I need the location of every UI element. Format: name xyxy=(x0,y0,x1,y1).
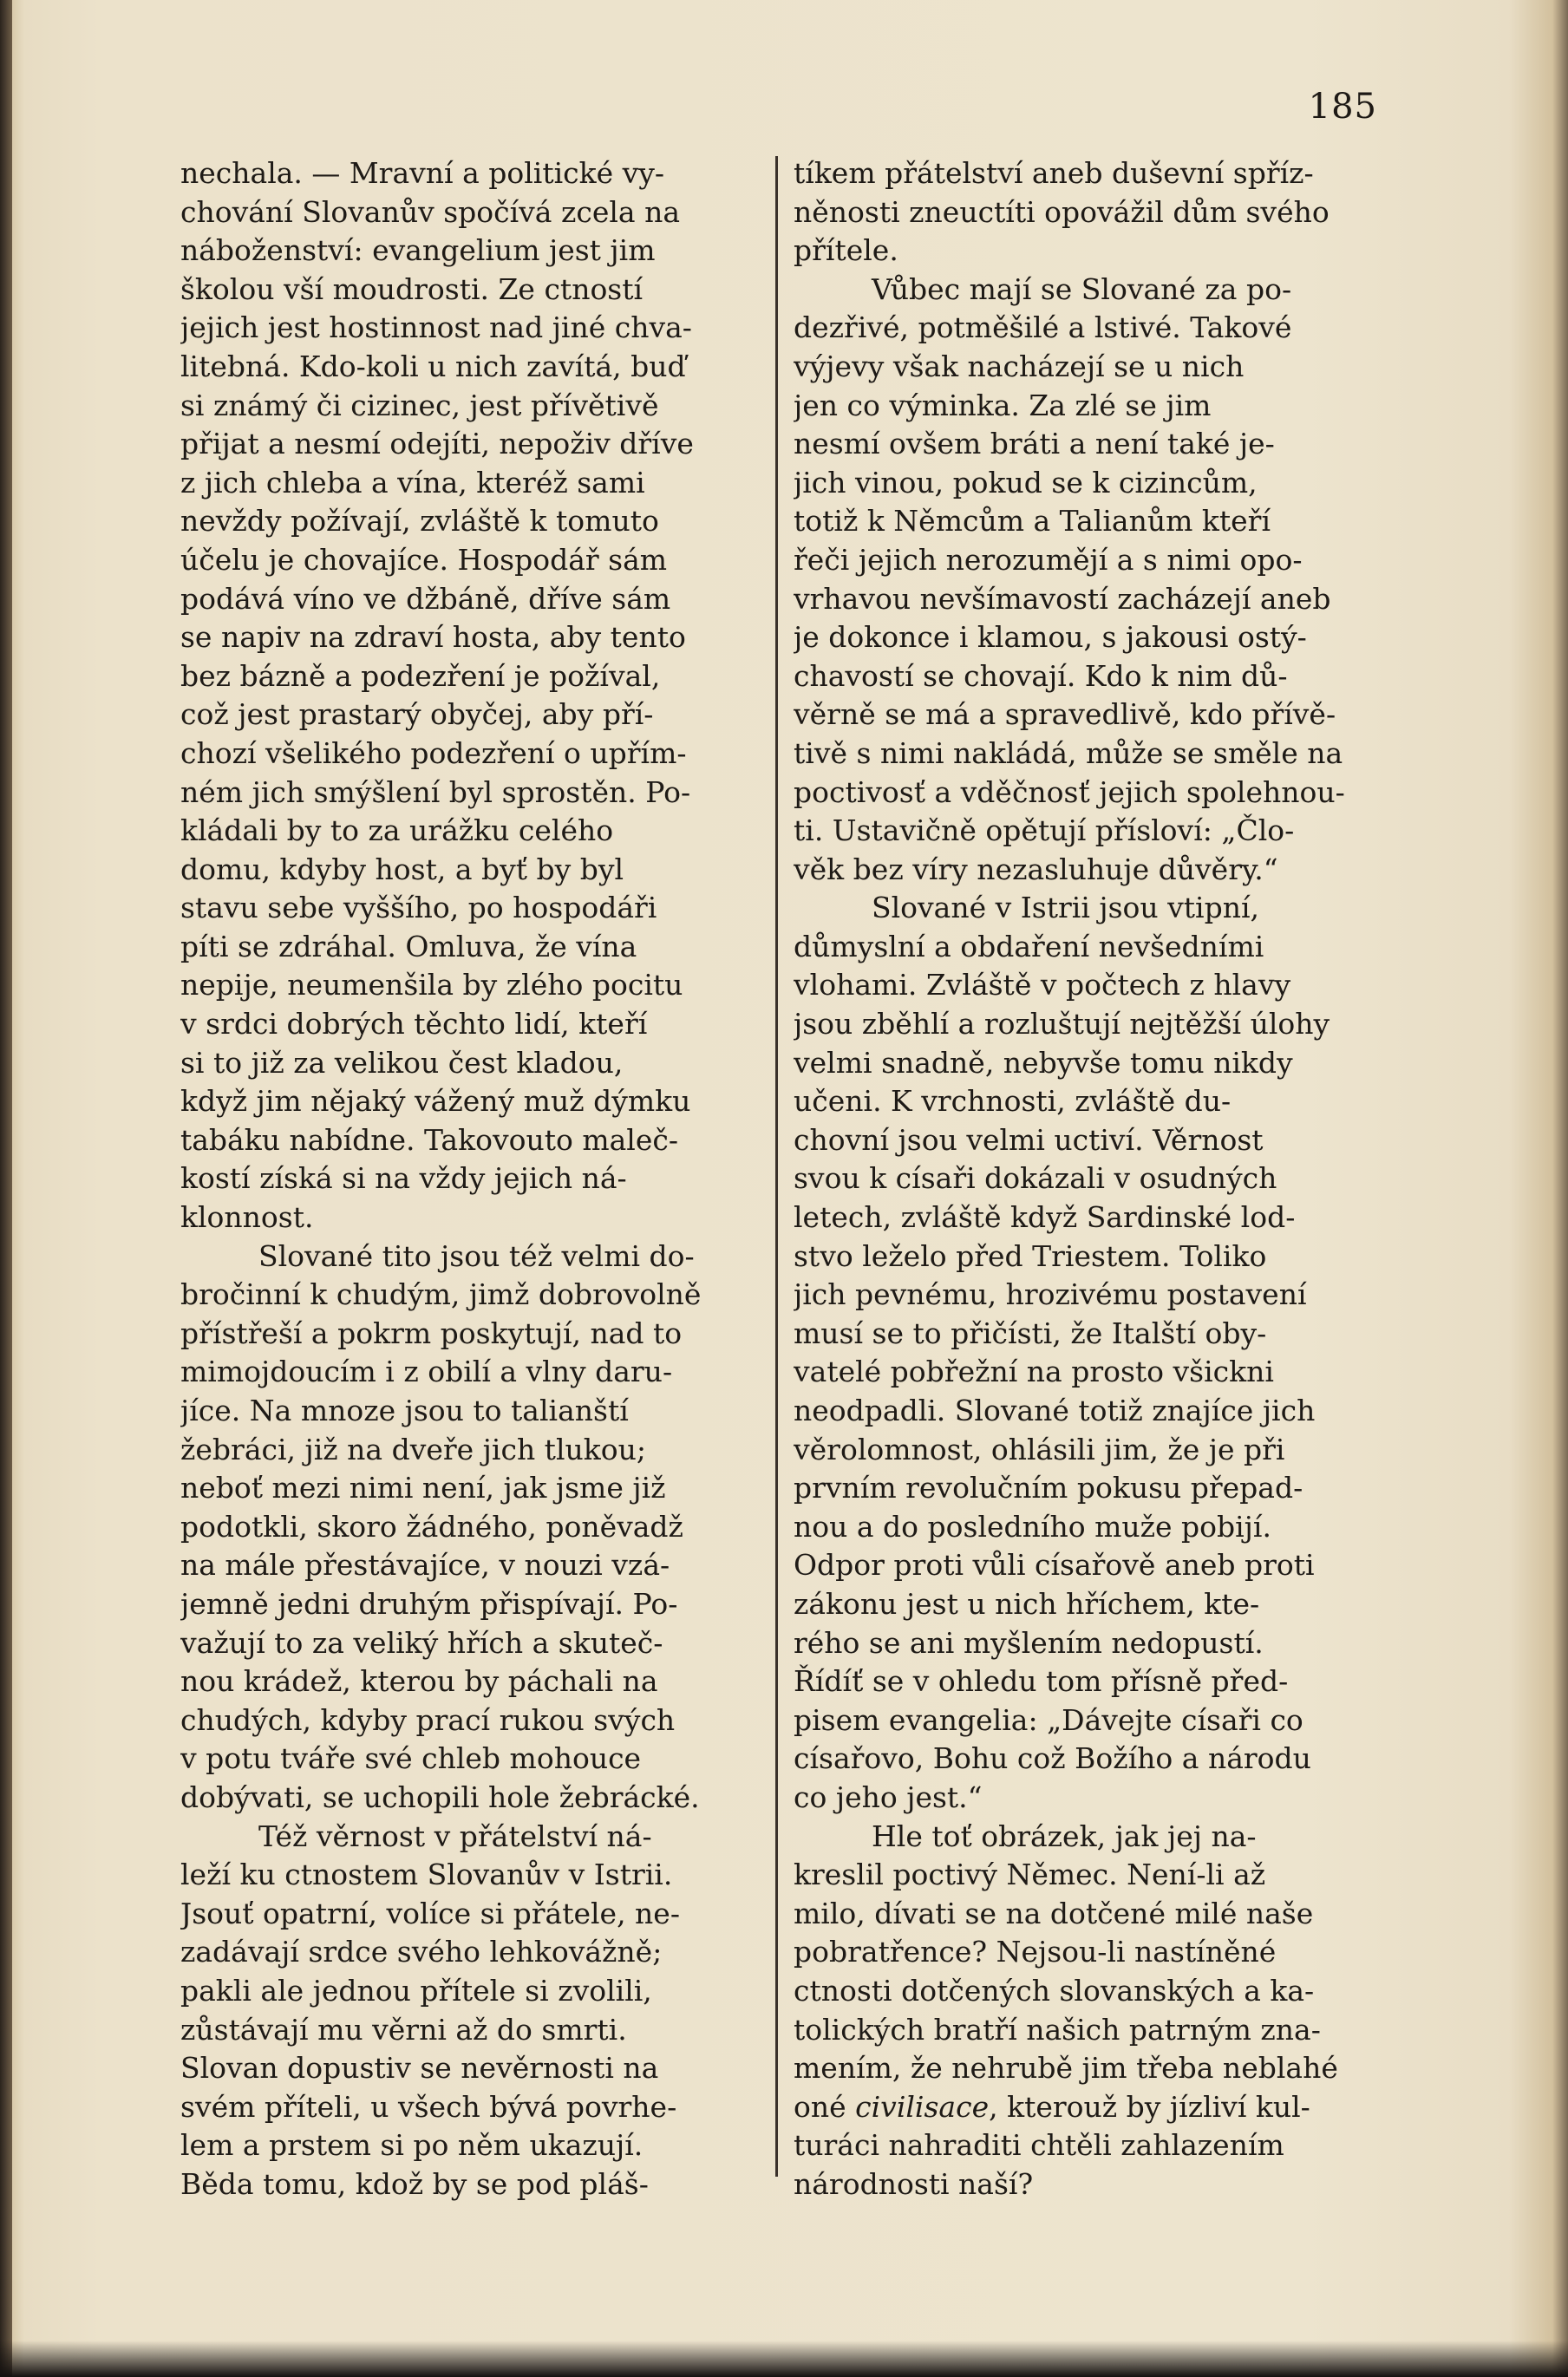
text-line: Slovan dopustiv se nevěrnosti na xyxy=(180,2051,659,2086)
text-line: neodpadli. Slované totiž znajíce jich xyxy=(794,1394,1316,1427)
text-line: přístřeší a pokrm poskytují, nad to xyxy=(180,1316,683,1350)
paragraph-start-line: Slované tito jsou též velmi do- xyxy=(258,1238,695,1273)
text-line: řeči jejich nerozumějí a s nimi opo- xyxy=(794,542,1303,577)
text-line: nechala. — Mravní a politické vy- xyxy=(180,156,665,190)
text-line: totiž k Němcům a Talianům kteří xyxy=(794,504,1271,539)
left-column xyxy=(180,154,779,2204)
text-line: přijat a nesmí odejíti, nepoživ dříve xyxy=(180,427,694,461)
text-line: tolických bratří našich patrným zna- xyxy=(794,2012,1321,2047)
text-line: poctivosť a vděčnosť jejich spolehnou- xyxy=(794,774,1345,809)
text-line: tabáku nabídne. Takovouto maleč- xyxy=(180,1122,679,1157)
text-line: pobratřence? Nejsou-li nastíněné xyxy=(794,1935,1277,1969)
text-line: tivě s nimi nakládá, může se směle na xyxy=(794,735,1343,770)
text-line: litebná. Kdo-koli u nich zavítá, buď xyxy=(180,349,686,383)
text-line: co jeho jest.“ xyxy=(794,1779,983,1814)
text-line: Jsouť opatrní, volíce si přátele, ne- xyxy=(180,1896,680,1930)
text-line: jich pevnému, hrozivému postavení xyxy=(794,1277,1307,1312)
text-line: stvo leželo před Triestem. Toliko xyxy=(794,1238,1267,1273)
text-line: pakli ale jednou přítele si zvolili, xyxy=(180,1973,652,2008)
text-line: podotkli, skoro žádného, poněvadž xyxy=(180,1509,683,1544)
text-line: prvním revolučním pokusu přepad- xyxy=(794,1471,1303,1505)
text-line: dobývati, se uchopili hole žebrácké. xyxy=(180,1779,700,1814)
text-line: musí se to přičísti, že Italští oby- xyxy=(794,1316,1267,1350)
text-line: neboť mezi nimi není, jak jsme již xyxy=(180,1471,666,1505)
text-line: vlohami. Zvláště v počtech z hlavy xyxy=(794,968,1291,1002)
text-line: si známý či cizinec, jest přívětivě xyxy=(180,388,659,422)
text-line: leží ku ctnostem Slovanův v Istrii. xyxy=(180,1858,673,1892)
text-line: ném jich smýšlení byl sprostěn. Po- xyxy=(180,774,691,809)
text-line: letech, zvláště když Sardinské lod- xyxy=(794,1200,1296,1235)
text-line: na mále přestávajíce, v nouzi vzá- xyxy=(180,1548,670,1583)
text-line: nou a do posledního muže pobijí. xyxy=(794,1509,1271,1544)
text-line: věrolomnost, ohlásili jim, že je při xyxy=(794,1432,1285,1466)
text-line: národnosti naší? xyxy=(794,2166,1034,2201)
text-line: svou k císaři dokázali v osudných xyxy=(794,1161,1277,1196)
text-line: vrhavou nevšímavostí zacházejí aneb xyxy=(794,581,1331,616)
text-line: nevždy požívají, zvláště k tomuto xyxy=(180,504,659,539)
text-line: se napiv na zdraví hosta, aby tento xyxy=(180,620,686,655)
right-column xyxy=(794,154,1392,2204)
text-line: v srdci dobrých těchto lidí, kteří xyxy=(180,1007,648,1042)
text-line: žebráci, již na dveře jich tlukou; xyxy=(180,1432,646,1466)
paragraph-start-line: Hle toť obrázek, jak jej na- xyxy=(872,1819,1257,1853)
text-line: zadávají srdce svého lehkovážně; xyxy=(180,1935,663,1969)
text-line: nepije, neumenšila by zlého pocitu xyxy=(180,968,683,1002)
text-line: rého se ani myšlením nedopustí. xyxy=(794,1625,1264,1660)
text-line: jíce. Na mnoze jsou to talianští xyxy=(180,1394,629,1427)
text-line: důmyslní a obdaření nevšedními xyxy=(794,929,1264,963)
text-line: v potu tváře své chleb mohouce xyxy=(180,1741,642,1776)
text-line: turáci nahraditi chtěli zahlazením xyxy=(794,2128,1284,2163)
text-line: kostí získá si na vždy jejich ná- xyxy=(180,1161,627,1196)
text-line: tíkem přátelství aneb duševní spříz- xyxy=(794,156,1314,190)
text-line: zůstávají mu věrni až do smrti. xyxy=(180,2012,627,2047)
text-line: věrně se má a spravedlivě, kdo přívě- xyxy=(794,697,1336,732)
text-line: učeni. K vrchnosti, zvláště du- xyxy=(794,1084,1232,1119)
text-line: klonnost. xyxy=(180,1200,314,1235)
text-line: věk bez víry nezasluhuje důvěry.“ xyxy=(794,852,1278,886)
text-line: jen co výminka. Za zlé se jim xyxy=(794,388,1212,422)
text-line: ctnosti dotčených slovanských a ka- xyxy=(794,1973,1315,2008)
text-line-mixed xyxy=(794,2088,1392,2127)
text-line: velmi snadně, nebyvše tomu nikdy xyxy=(794,1045,1293,1080)
text-line: nou krádež, kterou by páchali na xyxy=(180,1664,658,1699)
text-line: važují to za veliký hřích a skuteč- xyxy=(180,1625,663,1660)
text-line: chovní jsou velmi uctiví. Věrnost xyxy=(794,1122,1264,1157)
text-line: vatelé pobřežní na prosto všickni xyxy=(794,1355,1274,1389)
text-line: jemně jedni druhým přispívají. Po- xyxy=(180,1586,678,1621)
text-line: kládali by to za urážku celého xyxy=(180,813,614,848)
text-line: bročinní k chudým, jimž dobrovolně xyxy=(180,1277,702,1312)
text-line: Odpor proti vůli císařově aneb proti xyxy=(794,1548,1315,1583)
text-line: školou vší moudrosti. Ze ctností xyxy=(180,271,644,306)
text-line: lem a prstem si po něm ukazují. xyxy=(180,2128,644,2163)
text-line: Řídíť se v ohledu tom přísně před- xyxy=(794,1664,1289,1699)
text-line: chudých, kdyby prací rukou svých xyxy=(180,1702,676,1737)
text-line: nesmí ovšem bráti a není také je- xyxy=(794,427,1275,461)
text-line: chování Slovanův spočívá zcela na xyxy=(180,194,681,229)
paragraph-start-line: Též věrnost v přátelství ná- xyxy=(258,1819,652,1853)
text-line: výjevy však nacházejí se u nich xyxy=(794,349,1245,383)
italic-word: civilisace xyxy=(855,2089,990,2124)
text-segment: oné xyxy=(794,2089,856,2124)
text-line: císařovo, Bohu což Božího a národu xyxy=(794,1741,1311,1776)
text-line: bez bázně a podezření je požíval, xyxy=(180,658,661,693)
text-line: jsou zběhlí a rozluštují nejtěžší úlohy xyxy=(794,1007,1330,1042)
text-line: si to již za velikou čest kladou, xyxy=(180,1045,624,1080)
text-line: něnosti zneuctíti opovážil dům svého xyxy=(794,194,1330,229)
page-number: 185 xyxy=(1308,87,1377,127)
text-line: ti. Ustavičně opětují přísloví: „Člo- xyxy=(794,813,1295,848)
text-segment: , kterouž by jízliví kul- xyxy=(989,2089,1310,2124)
text-line: stavu sebe vyššího, po hospodáři xyxy=(180,891,657,925)
paragraph-start-line: Slované v Istrii jsou vtipní, xyxy=(872,891,1260,925)
text-line: jich vinou, pokud se k cizincům, xyxy=(794,465,1258,500)
text-line: Běda tomu, kdož by se pod pláš- xyxy=(180,2166,649,2201)
text-line: píti se zdráhal. Omluva, že vína xyxy=(180,929,637,963)
paragraph-start-line: Vůbec mají se Slované za po- xyxy=(872,271,1292,306)
text-line: z jich chleba a vína, kteréž sami xyxy=(180,465,645,500)
text-line: pisem evangelia: „Dávejte císaři co xyxy=(794,1702,1303,1737)
text-line: když jim nějaký vážený muž dýmku xyxy=(180,1084,691,1119)
text-line: jejich jest hostinnost nad jiné chva- xyxy=(180,310,692,345)
text-line: chozí všelikého podezření o upřím- xyxy=(180,735,687,770)
text-line: je dokonce i klamou, s jakousi ostý- xyxy=(794,620,1307,655)
text-line: zákonu jest u nich hříchem, kte- xyxy=(794,1586,1260,1621)
text-line: milo, dívati se na dotčené milé naše xyxy=(794,1896,1314,1930)
text-line: kreslil poctivý Němec. Není-li až xyxy=(794,1858,1266,1892)
text-line: což jest prastarý obyčej, aby pří- xyxy=(180,697,654,732)
text-line: podává víno ve džbáně, dříve sám xyxy=(180,581,671,616)
text-line: svém příteli, u všech bývá povrhe- xyxy=(180,2089,677,2124)
text-line: domu, kdyby host, a byť by byl xyxy=(180,852,624,886)
text-line: mením, že nehrubě jim třeba neblahé xyxy=(794,2051,1338,2086)
text-line: mimojdoucím i z obilí a vlny daru- xyxy=(180,1355,673,1389)
text-line: účelu je chovajíce. Hospodář sám xyxy=(180,542,668,577)
text-line: náboženství: evangelium jest jim xyxy=(180,233,656,268)
text-line: chavostí se chovají. Kdo k nim dů- xyxy=(794,658,1288,693)
text-line: dezřivé, potměšilé a lstivé. Takové xyxy=(794,310,1292,345)
text-line: přítele. xyxy=(794,233,898,268)
